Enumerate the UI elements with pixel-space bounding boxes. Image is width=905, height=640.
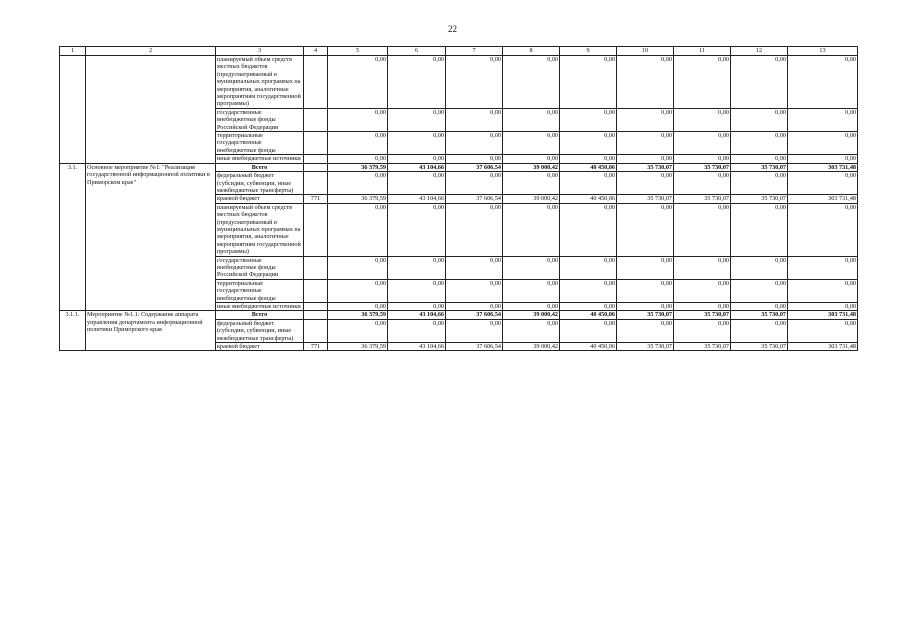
amount-cell: 0,00 [617,279,674,302]
amount-cell: 40 450,06 [560,343,617,351]
amount-cell: 0,00 [674,172,731,195]
amount-cell: 0,00 [731,303,788,311]
amount-cell: 0,00 [328,132,388,155]
amount-cell: 0,00 [503,132,560,155]
amount-cell: 0,00 [617,203,674,256]
amount-cell: 0,00 [446,256,503,279]
amount-cell: 0,00 [388,172,446,195]
funding-source: территориальные государственные внебюджетные фонды [216,279,304,302]
amount-cell: 0,00 [503,172,560,195]
amount-cell: 43 104,66 [388,195,446,203]
amount-cell: 0,00 [788,279,858,302]
amount-cell: 43 104,66 [388,311,446,319]
amount-cell: 303 731,48 [788,163,858,171]
amount-cell: 39 000,42 [503,163,560,171]
amount-cell: 0,00 [503,203,560,256]
amount-cell: 40 450,06 [560,195,617,203]
amount-cell: 0,00 [731,172,788,195]
amount-cell: 0,00 [560,256,617,279]
amount-cell: 35 730,07 [617,311,674,319]
column-header: 6 [388,47,446,56]
amount-cell: 37 606,54 [446,163,503,171]
budget-code [304,303,328,311]
budget-code [304,311,328,319]
column-header: 10 [617,47,674,56]
amount-cell: 0,00 [503,319,560,342]
amount-cell: 0,00 [503,256,560,279]
amount-cell: 0,00 [617,56,674,109]
amount-cell: 0,00 [560,108,617,131]
item-title: Основное мероприятие №1: "Реализация государственной информационной политики в Приморском крае" [86,163,216,311]
amount-cell: 35 730,07 [731,163,788,171]
amount-cell: 35 730,07 [617,163,674,171]
amount-cell: 0,00 [446,303,503,311]
amount-cell: 0,00 [446,155,503,163]
amount-cell: 0,00 [674,256,731,279]
amount-cell: 35 730,07 [674,343,731,351]
item-title [86,56,216,164]
amount-cell: 0,00 [788,203,858,256]
amount-cell: 303 731,48 [788,311,858,319]
amount-cell: 35 730,07 [674,311,731,319]
column-header: 2 [86,47,216,56]
amount-cell: 0,00 [388,155,446,163]
budget-code [304,256,328,279]
amount-cell: 0,00 [446,279,503,302]
amount-cell: 0,00 [617,155,674,163]
amount-cell: 0,00 [388,108,446,131]
funding-source: иные внебюджетные источники [216,155,304,163]
amount-cell: 0,00 [674,203,731,256]
amount-cell: 37 606,54 [446,311,503,319]
amount-cell: 0,00 [788,303,858,311]
table-row [60,311,858,319]
budget-code: 771 [304,343,328,351]
amount-cell: 0,00 [674,279,731,302]
amount-cell: 0,00 [560,319,617,342]
amount-cell: 36 379,59 [328,163,388,171]
amount-cell: 35 730,07 [617,343,674,351]
amount-cell: 0,00 [446,108,503,131]
funding-source: Всего [216,163,304,171]
funding-source: краевой бюджет [216,195,304,203]
funding-source: Всего [216,311,304,319]
budget-code [304,132,328,155]
item-index: 3.1.1. [60,311,86,351]
budget-code [304,163,328,171]
amount-cell: 0,00 [731,132,788,155]
funding-source: иные внебюджетные источники [216,303,304,311]
amount-cell: 0,00 [674,303,731,311]
amount-cell: 40 450,06 [560,311,617,319]
budget-code [304,172,328,195]
budget-code [304,319,328,342]
amount-cell: 0,00 [446,319,503,342]
amount-cell: 0,00 [503,303,560,311]
amount-cell: 35 730,07 [731,195,788,203]
amount-cell: 0,00 [731,56,788,109]
funding-source: государственные внебюджетные фонды Российской Федерации [216,256,304,279]
amount-cell: 0,00 [560,303,617,311]
amount-cell: 35 730,07 [674,163,731,171]
funding-source: территориальные государственные внебюджетные фонды [216,132,304,155]
table-body [60,56,858,351]
funding-source: планируемый объем средств местных бюджетов (предусматриваемый в муниципальных программах на мероприятия, аналогичные мероприятиям государственной программы) [216,203,304,256]
amount-cell: 0,00 [560,172,617,195]
amount-cell: 39 000,42 [503,195,560,203]
column-header: 8 [503,47,560,56]
amount-cell: 0,00 [503,108,560,131]
amount-cell: 0,00 [788,132,858,155]
amount-cell: 0,00 [617,108,674,131]
amount-cell: 0,00 [503,279,560,302]
column-header: 13 [788,47,858,56]
amount-cell: 0,00 [388,279,446,302]
page-number: 22 [448,24,457,34]
amount-cell: 39 000,42 [503,343,560,351]
column-header: 1 [60,47,86,56]
item-title: Мероприятие №1.1: Содержание аппарата управления департамента информационной политики Приморского края [86,311,216,351]
amount-cell: 0,00 [674,155,731,163]
amount-cell: 0,00 [788,155,858,163]
amount-cell: 0,00 [446,56,503,109]
amount-cell: 0,00 [388,256,446,279]
amount-cell: 0,00 [328,279,388,302]
table-row [60,56,858,109]
amount-cell: 0,00 [388,203,446,256]
amount-cell: 37 606,54 [446,343,503,351]
amount-cell: 37 606,54 [446,195,503,203]
funding-source: федеральный бюджет (субсидии, субвенции, иные межбюджетные трансферты) [216,319,304,342]
amount-cell: 0,00 [328,172,388,195]
amount-cell: 35 730,07 [674,195,731,203]
table-row [60,163,858,171]
amount-cell: 36 379,59 [328,311,388,319]
amount-cell: 0,00 [446,132,503,155]
amount-cell: 0,00 [731,256,788,279]
amount-cell: 303 731,48 [788,195,858,203]
amount-cell: 0,00 [328,303,388,311]
amount-cell: 0,00 [560,279,617,302]
amount-cell: 0,00 [617,256,674,279]
column-header: 4 [304,47,328,56]
amount-cell: 0,00 [503,155,560,163]
amount-cell: 0,00 [788,56,858,109]
amount-cell: 0,00 [446,172,503,195]
amount-cell: 0,00 [617,172,674,195]
amount-cell: 0,00 [731,108,788,131]
funding-source: краевой бюджет [216,343,304,351]
amount-cell: 0,00 [674,132,731,155]
amount-cell: 0,00 [328,108,388,131]
column-header: 3 [216,47,304,56]
amount-cell: 36 379,59 [328,343,388,351]
amount-cell: 0,00 [560,132,617,155]
amount-cell: 0,00 [788,319,858,342]
budget-code: 771 [304,195,328,203]
amount-cell: 0,00 [674,108,731,131]
column-header: 9 [560,47,617,56]
amount-cell: 43 104,66 [388,343,446,351]
funding-source: планируемый объем средств местных бюджетов (предусматриваемый в муниципальных программах на мероприятия, аналогичные мероприятиям государственной программы) [216,56,304,109]
amount-cell: 35 730,07 [731,311,788,319]
amount-cell: 43 104,66 [388,163,446,171]
item-index [60,56,86,164]
amount-cell: 0,00 [388,56,446,109]
amount-cell: 0,00 [731,319,788,342]
amount-cell: 0,00 [617,132,674,155]
budget-code [304,279,328,302]
amount-cell: 0,00 [731,279,788,302]
budget-code [304,203,328,256]
amount-cell: 0,00 [560,56,617,109]
amount-cell: 0,00 [560,203,617,256]
amount-cell: 0,00 [328,319,388,342]
amount-cell: 40 450,06 [560,163,617,171]
amount-cell: 0,00 [731,203,788,256]
amount-cell: 0,00 [388,132,446,155]
amount-cell: 0,00 [388,303,446,311]
funding-source: федеральный бюджет (субсидии, субвенции, иные межбюджетные трансферты) [216,172,304,195]
funding-source: государственные внебюджетные фонды Российской Федерации [216,108,304,131]
amount-cell: 0,00 [788,172,858,195]
budget-code [304,56,328,109]
amount-cell: 39 000,42 [503,311,560,319]
amount-cell: 0,00 [731,155,788,163]
amount-cell: 0,00 [503,56,560,109]
column-header: 12 [731,47,788,56]
amount-cell: 0,00 [388,319,446,342]
amount-cell: 0,00 [328,256,388,279]
amount-cell: 36 379,59 [328,195,388,203]
amount-cell: 0,00 [617,319,674,342]
amount-cell: 0,00 [328,203,388,256]
amount-cell: 0,00 [560,155,617,163]
amount-cell: 0,00 [328,155,388,163]
amount-cell: 0,00 [788,256,858,279]
amount-cell: 0,00 [446,203,503,256]
budget-code [304,155,328,163]
budget-table [59,46,858,351]
header-row [60,47,858,56]
amount-cell: 0,00 [617,303,674,311]
amount-cell: 35 730,07 [731,343,788,351]
amount-cell: 0,00 [788,108,858,131]
amount-cell: 35 730,07 [617,195,674,203]
amount-cell: 0,00 [674,56,731,109]
amount-cell: 303 731,48 [788,343,858,351]
column-header: 5 [328,47,388,56]
amount-cell: 0,00 [674,319,731,342]
column-header: 7 [446,47,503,56]
item-index: 3.1. [60,163,86,311]
budget-code [304,108,328,131]
amount-cell: 0,00 [328,56,388,109]
column-header: 11 [674,47,731,56]
